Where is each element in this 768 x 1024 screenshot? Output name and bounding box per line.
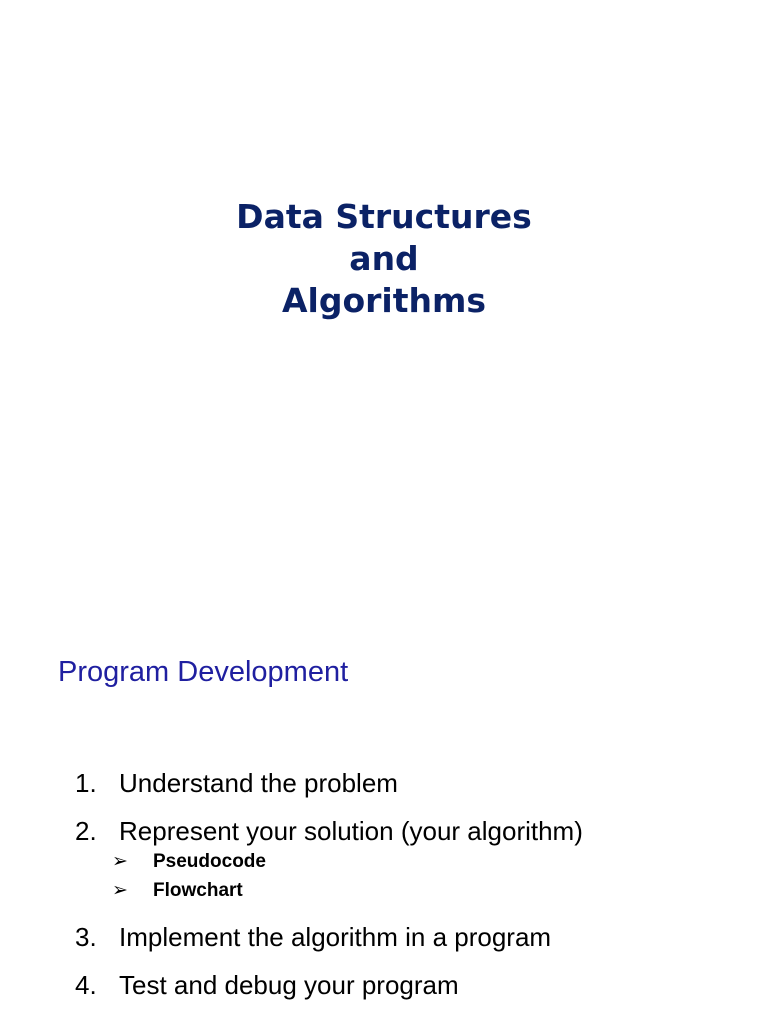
- list-item-number: 1.: [75, 768, 97, 798]
- sub-list-item-text: Flowchart: [153, 880, 243, 901]
- arrow-bullet-icon: ➢: [112, 880, 128, 901]
- list-item-text: Represent your solution (your algorithm): [119, 816, 583, 846]
- list-item: [75, 814, 583, 848]
- list-item-number: 3.: [75, 922, 97, 952]
- list-item-number: 4.: [75, 970, 97, 1000]
- list-item-number: 2.: [75, 816, 97, 846]
- list-item-text: Test and debug your program: [119, 970, 459, 1000]
- page-title: [0, 196, 768, 322]
- sub-list-item: [112, 878, 243, 904]
- list-item: [75, 920, 551, 954]
- title-line-1: Data Structures: [236, 197, 532, 236]
- section-heading: Program Development: [58, 656, 349, 688]
- title-line-3: Algorithms: [281, 281, 487, 320]
- sub-list-item: [112, 849, 266, 875]
- list-item-text: Implement the algorithm in a program: [119, 922, 552, 952]
- list-item: [75, 968, 459, 1002]
- arrow-bullet-icon: ➢: [112, 851, 128, 872]
- list-item: [75, 766, 398, 800]
- sub-list-item-text: Pseudocode: [153, 851, 266, 872]
- list-item-text: Understand the problem: [119, 768, 398, 798]
- title-line-2: and: [349, 239, 419, 278]
